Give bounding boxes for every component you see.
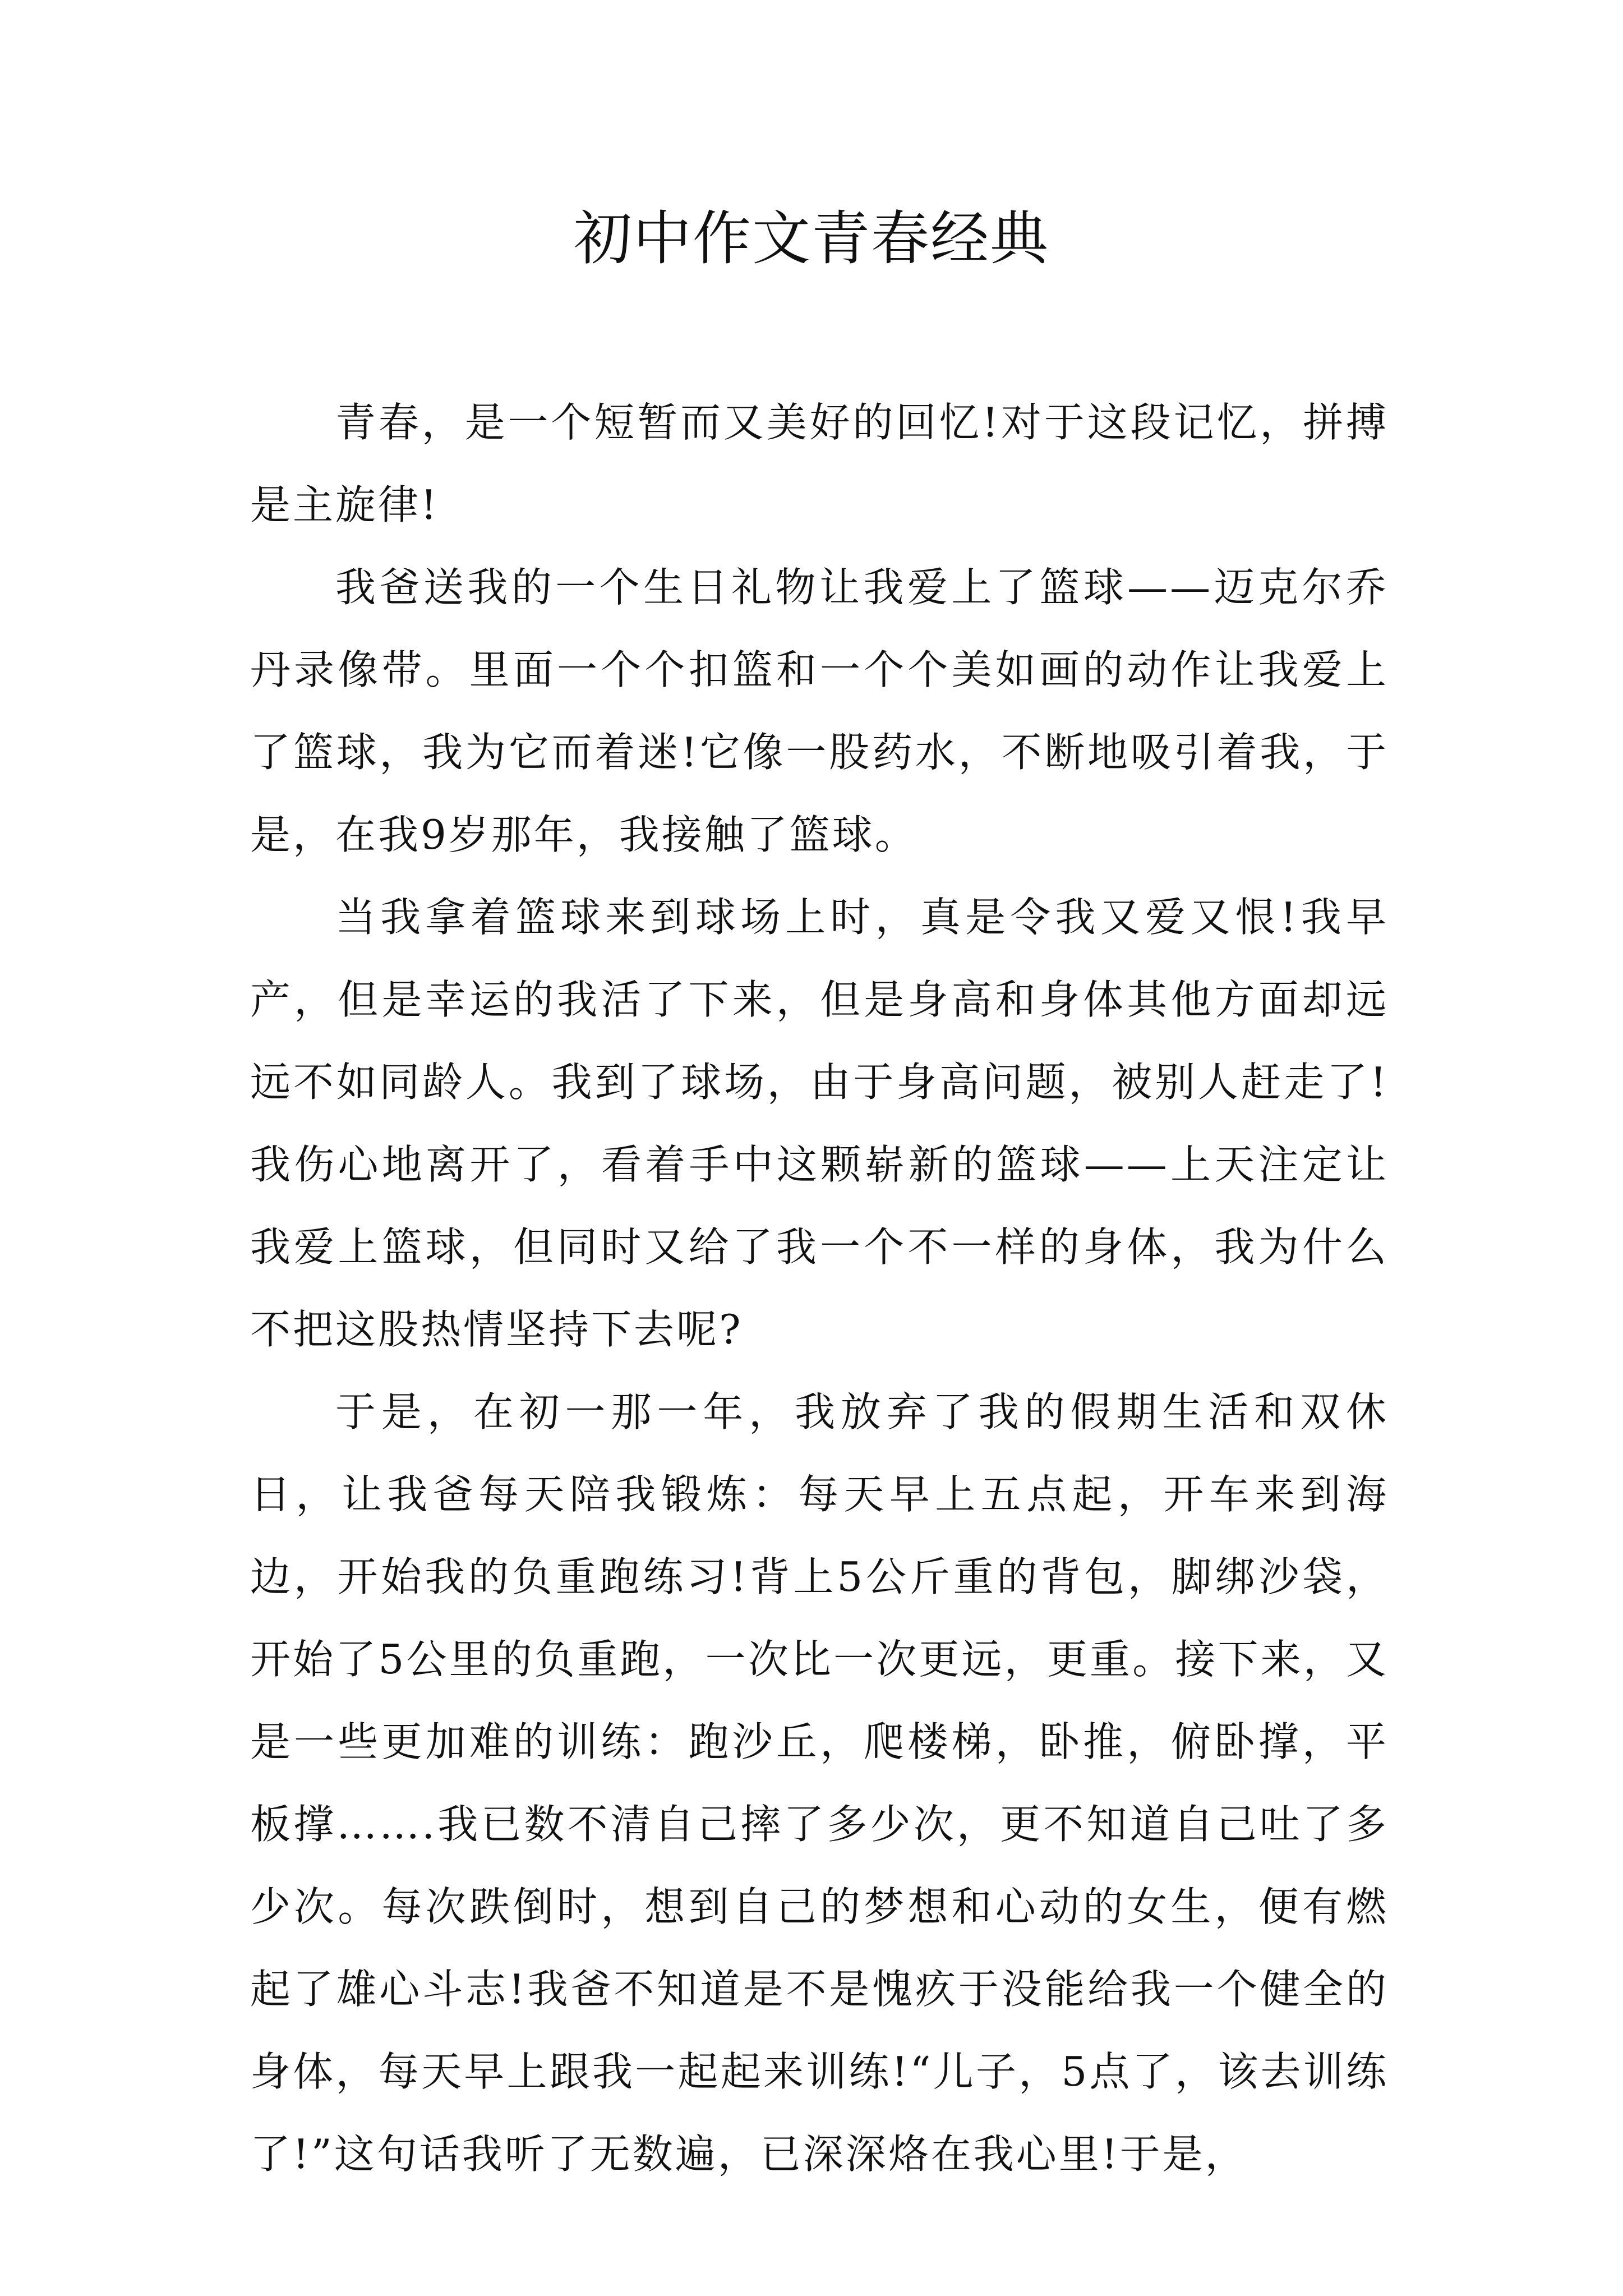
paragraph-3: 当我拿着篮球来到球场上时，真是令我又爱又恨!我早产，但是幸运的我活了下来，但是身高和身体其他方面却远远不如同龄人。我到了球场，由于身高问题，被别人赶走了!我伤心地离开了，看着手中这颗崭新的篮球——上天注定让我爱上篮球，但同时又给了我一个不一样的身体，我为什么不把这股热情坚持下去呢? xyxy=(250,894,1389,1353)
document-body xyxy=(250,381,1389,2196)
paragraph-2: 我爸送我的一个生日礼物让我爱上了篮球——迈克尔乔丹录像带。里面一个个扣篮和一个个美如画的动作让我爱上了篮球，我为它而着迷!它像一股药水，不断地吸引着我，于是，在我9岁那年，我接触了篮球。 xyxy=(250,564,1389,858)
paragraph-4: 于是，在初一那一年，我放弃了我的假期生活和双休日，让我爸每天陪我锻炼：每天早上五点起，开车来到海边，开始我的负重跑练习!背上5公斤重的背包，脚绑沙袋，开始了5公里的负重跑，一次比一次更远，更重。接下来，又是一些更加难的训练：跑沙丘，爬楼梯，卧推，俯卧撑，平板撑…….我已数不清自己摔了多少次，更不知道自己吐了多少次。每次跌倒时，想到自己的梦想和心动的女生，便有燃起了雄心斗志!我爸不知道是不是愧疚于没能给我一个健全的身体，每天早上跟我一起起来训练!“儿子，5点了，该去训练了!”这句话我听了无数遍，已深深烙在我心里!于是， xyxy=(250,1388,1389,2178)
document-title: 初中作文青春经典 xyxy=(573,204,1049,273)
paragraph-1: 青春，是一个短暂而又美好的回忆!对于这段记忆，拼搏是主旋律! xyxy=(250,399,1389,528)
